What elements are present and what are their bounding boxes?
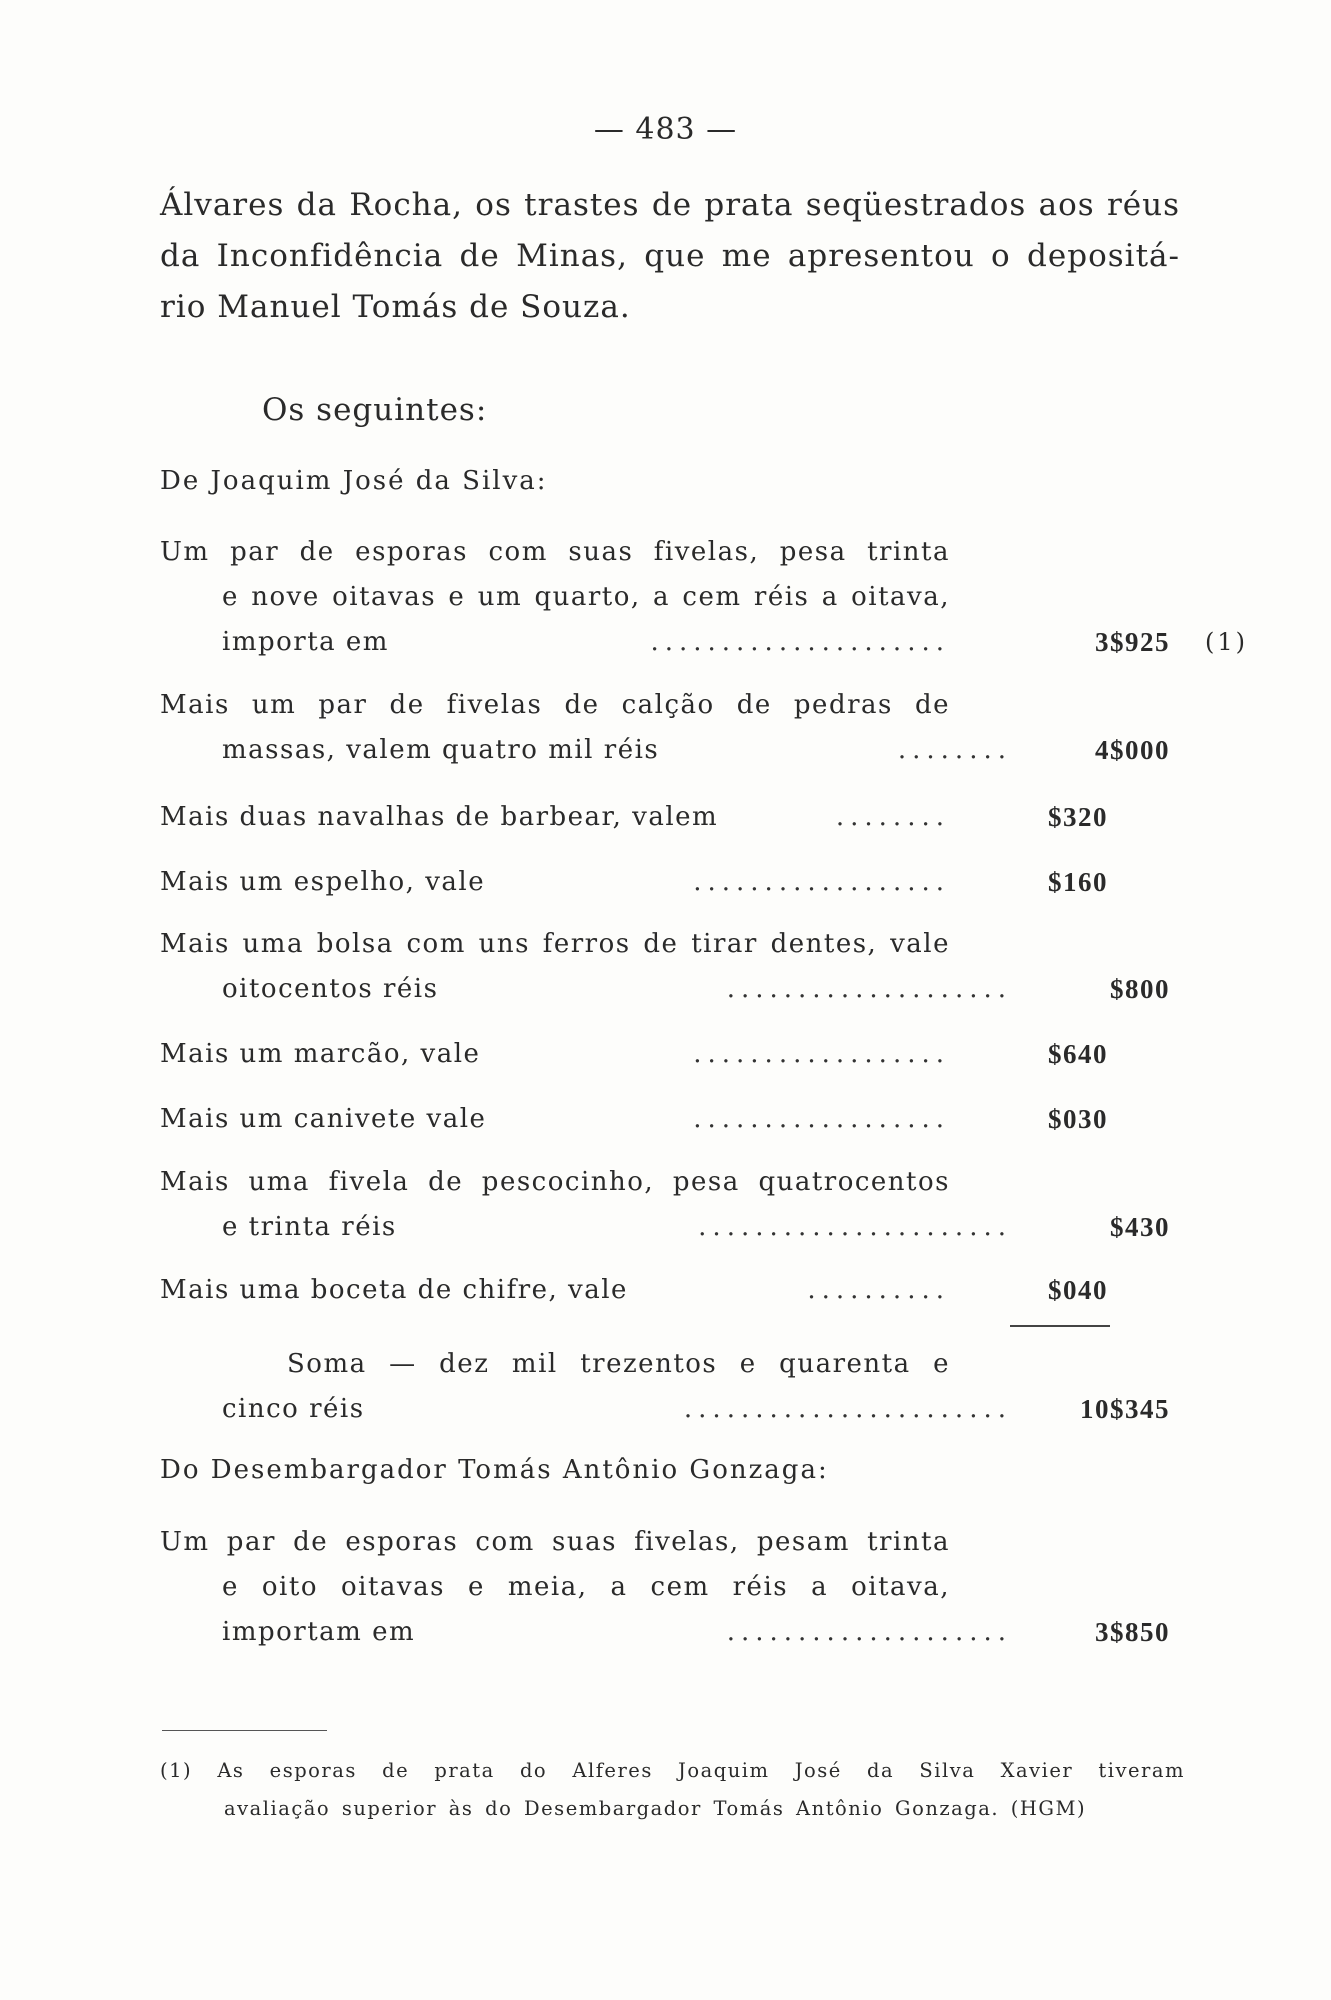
leader-dots: ....................... bbox=[683, 1394, 1012, 1424]
entry-line: Mais uma fivela de pescocinho, pesa quatrocentos bbox=[160, 1167, 950, 1197]
intro-line: rio Manuel Tomás de Souza. bbox=[160, 289, 631, 325]
entry-line: Mais um par de fivelas de calção de pedras de bbox=[160, 690, 950, 720]
section1-title: De Joaquim José da Silva: bbox=[160, 466, 548, 496]
leader-dots: .................... bbox=[726, 1617, 1012, 1647]
entry-line: e nove oitavas e um quarto, a cem réis a oitava, bbox=[222, 582, 950, 612]
total-entry bbox=[160, 1342, 1170, 1432]
entry-line: oitocentos réis .................... $800 bbox=[222, 967, 1110, 1012]
entry-line: e oito oitavas e meia, a cem réis a oitava, bbox=[222, 1572, 950, 1602]
inventory-entry bbox=[160, 1160, 1170, 1250]
entry-amount: $800 bbox=[1110, 974, 1170, 1004]
intro-line: Álvares da Rocha, os trastes de prata seqüestrados aos réus bbox=[160, 187, 1180, 223]
leader-dots: ........ bbox=[835, 802, 950, 832]
entry-amount: 3$850 bbox=[1095, 1617, 1170, 1647]
intro-paragraph bbox=[160, 180, 1180, 333]
footnote-line: (1) As esporas de prata do Alferes Joaquim José da Silva Xavier tiveram bbox=[160, 1759, 1185, 1782]
entry-amount: $430 bbox=[1110, 1212, 1170, 1242]
leader-dots: ...................... bbox=[698, 1212, 1012, 1242]
entry-amount: $040 bbox=[1048, 1275, 1108, 1305]
leader-dots: .......... bbox=[807, 1275, 950, 1305]
leader-dots: .................... bbox=[726, 974, 1012, 1004]
entry-amount: $320 bbox=[1048, 802, 1108, 832]
entry-line: Mais uma bolsa com uns ferros de tirar dentes, vale bbox=[160, 929, 950, 959]
entry-amount: $640 bbox=[1048, 1039, 1108, 1069]
sum-rule bbox=[1010, 1325, 1110, 1327]
entry-line: Um par de esporas com suas fivelas, pesam trinta bbox=[160, 1527, 950, 1557]
entry-line: Mais uma boceta de chifre, vale .......... $040 bbox=[160, 1268, 1110, 1313]
entry-line: Um par de esporas com suas fivelas, pesa trinta bbox=[160, 537, 950, 567]
entry-line: Mais um canivete vale .................. $030 bbox=[160, 1097, 1110, 1142]
leader-dots: .................. bbox=[693, 1039, 950, 1069]
footnote-rule bbox=[162, 1730, 327, 1731]
entry-amount: $030 bbox=[1048, 1104, 1108, 1134]
entry-amount: 3$925 bbox=[1095, 627, 1170, 657]
entry-line: cinco réis ....................... 10$345 bbox=[222, 1387, 1110, 1432]
inventory-entry bbox=[160, 530, 1248, 665]
entry-line: e trinta réis ...................... $430 bbox=[222, 1205, 1110, 1250]
inventory-entry bbox=[160, 1032, 1110, 1077]
leader-dots: .................. bbox=[693, 1104, 950, 1134]
entry-line: Mais duas navalhas de barbear, valem ........ $320 bbox=[160, 795, 1110, 840]
page-number: — 483 — bbox=[593, 112, 738, 147]
leader-dots: ..................... bbox=[650, 627, 950, 657]
leader-dots: ........ bbox=[897, 735, 1012, 765]
entry-amount: 4$000 bbox=[1095, 735, 1170, 765]
entry-line: importa em ..................... 3$925 (1) bbox=[222, 620, 1110, 665]
footnote bbox=[160, 1752, 1185, 1828]
section-heading: Os seguintes: bbox=[262, 392, 488, 428]
entry-line: Mais um marcão, vale .................. $640 bbox=[160, 1032, 1110, 1077]
inventory-entry bbox=[160, 683, 1170, 773]
inventory-entry bbox=[160, 1268, 1110, 1313]
inventory-entry bbox=[160, 922, 1170, 1012]
inventory-entry bbox=[160, 1097, 1110, 1142]
inventory-entry bbox=[160, 795, 1110, 840]
inventory-entry bbox=[160, 1520, 1170, 1655]
entry-amount: $160 bbox=[1048, 867, 1108, 897]
footnote-ref: (1) bbox=[1205, 628, 1248, 656]
intro-line: da Inconfidência de Minas, que me apresentou o depositá- bbox=[160, 238, 1180, 274]
section2-title: Do Desembargador Tomás Antônio Gonzaga: bbox=[160, 1455, 829, 1485]
inventory-entry bbox=[160, 860, 1110, 905]
footnote-line: avaliação superior às do Desembargador Tomás Antônio Gonzaga. (HGM) bbox=[224, 1797, 1087, 1820]
entry-line: Soma — dez mil trezentos e quarenta e bbox=[287, 1349, 950, 1379]
total-amount: 10$345 bbox=[1080, 1394, 1170, 1424]
entry-line: Mais um espelho, vale .................. $160 bbox=[160, 860, 1110, 905]
entry-line: massas, valem quatro mil réis ........ 4$000 bbox=[222, 728, 1110, 773]
leader-dots: .................. bbox=[693, 867, 950, 897]
entry-line: importam em .................... 3$850 bbox=[222, 1610, 1110, 1655]
